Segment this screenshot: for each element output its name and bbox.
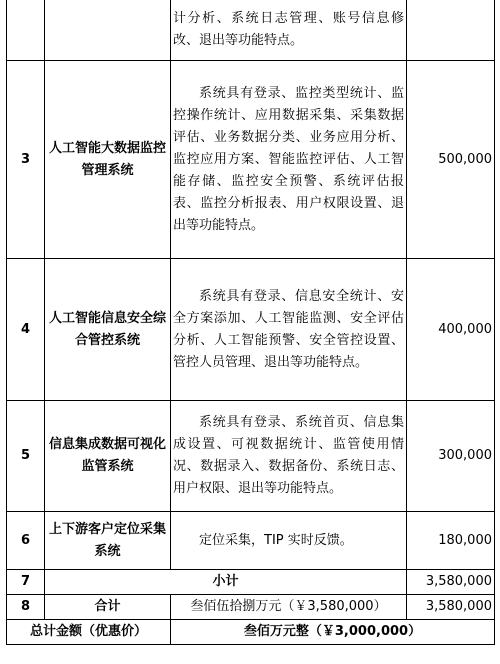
row-number: 5: [7, 401, 45, 512]
system-name: 人工智能大数据监控管理系统: [45, 61, 171, 259]
grand-total-label: 总计金额（优惠价）: [7, 620, 171, 645]
total-label: 合计: [45, 595, 171, 620]
system-description: 计分析、系统日志管理、账号信息修改、退出等功能特点。: [171, 0, 407, 61]
quotation-table: [6, 0, 495, 645]
total-price: 3,580,000: [407, 595, 495, 620]
row-number: 6: [7, 512, 45, 570]
total-row: [7, 595, 495, 620]
subtotal-label: 小计: [45, 570, 407, 595]
table-row: [7, 0, 495, 61]
system-description: 系统具有登录、信息安全统计、安全方案添加、人工智能监测、安全评估分析、人工智能预警、安全管控设置、管控人员管理、退出等功能特点。: [171, 259, 407, 401]
row-number: 7: [7, 570, 45, 595]
subtotal-row: [7, 570, 495, 595]
system-price: 500,000: [407, 61, 495, 259]
system-name: 人工智能信息安全综合管控系统: [45, 259, 171, 401]
system-description: 系统具有登录、系统首页、信息集成设置、可视数据统计、监管使用情况、数据录入、数据备份、系统日志、用户权限、退出等功能特点。: [171, 401, 407, 512]
table-row: [7, 401, 495, 512]
price-cell: [407, 0, 495, 61]
row-number: 3: [7, 61, 45, 259]
system-price: 180,000: [407, 512, 495, 570]
system-description: 系统具有登录、监控类型统计、监控操作统计、应用数据采集、采集数据评估、业务数据分类、业务应用分析、监控应用方案、智能监控评估、人工智能存储、监控安全预警、系统评估报表、监控分析报表、用户权限设置、退出等功能特点。: [171, 61, 407, 259]
system-name-cell: [45, 0, 171, 61]
system-name: 上下游客户定位采集系统: [45, 512, 171, 570]
system-price: 300,000: [407, 401, 495, 512]
table-row: [7, 61, 495, 259]
grand-total-amount: 叁佰万元整（￥3,000,000）: [171, 620, 495, 645]
row-number: 8: [7, 595, 45, 620]
subtotal-price: 3,580,000: [407, 570, 495, 595]
system-name: 信息集成数据可视化监管系统: [45, 401, 171, 512]
row-number-cell: [7, 0, 45, 61]
grand-total-row: [7, 620, 495, 645]
system-price: 400,000: [407, 259, 495, 401]
table-row: [7, 512, 495, 570]
table-row: [7, 259, 495, 401]
system-description: 定位采集，TIP 实时反馈。: [171, 512, 407, 570]
total-amount-words: 叁佰伍拾捌万元（￥3,580,000）: [171, 595, 407, 620]
row-number: 4: [7, 259, 45, 401]
